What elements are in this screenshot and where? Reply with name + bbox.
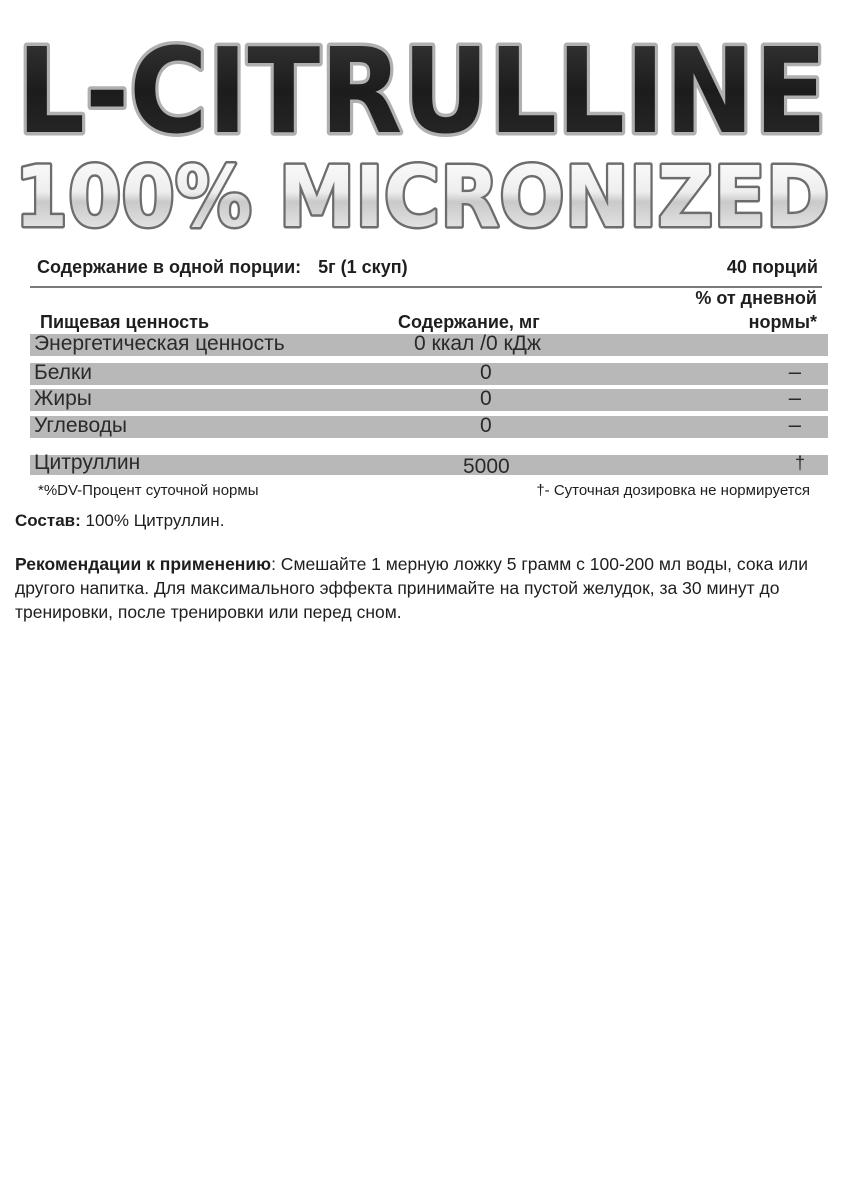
serving-amount: 5г (1 скуп): [318, 257, 408, 277]
row-name: Белки: [34, 361, 92, 384]
row-value: 5000: [463, 455, 510, 478]
product-title: [0, 14, 845, 146]
row-name: Энергетическая ценность: [34, 332, 285, 355]
product-title-text: L-CITRULLINE: [17, 22, 827, 146]
row-name: Жиры: [34, 387, 92, 410]
table-row: [30, 334, 828, 356]
row-dv: †: [794, 453, 805, 473]
composition: [15, 511, 224, 531]
table-row: [30, 412, 828, 438]
product-subtitle-text: 100% MICRONIZED: [14, 148, 830, 238]
servings-count: 40 порций: [726, 257, 818, 277]
product-subtitle: [0, 146, 845, 238]
composition-label: Состав:: [15, 511, 81, 530]
row-name: Цитруллин: [34, 451, 141, 474]
row-name: Углеводы: [34, 414, 128, 437]
row-dv: –: [788, 385, 801, 410]
header-dv-line2: нормы*: [748, 312, 817, 332]
header-dv-line1: % от дневной: [695, 288, 817, 308]
header-content: Содержание, мг: [398, 312, 540, 332]
composition-text: 100% Цитруллин.: [80, 511, 225, 530]
row-dv: –: [788, 412, 801, 437]
footnote-dv: *%DV-Процент суточной нормы: [38, 482, 259, 499]
usage-label: Рекомендации к применению: [15, 554, 272, 574]
footnotes: [38, 482, 810, 499]
usage-instructions: [15, 552, 835, 624]
serving-label: Содержание в одной порции:: [37, 257, 302, 277]
table-row: [30, 451, 828, 478]
footnote-dagger: †- Суточная дозировка не нормируется: [536, 482, 810, 499]
serving-info: [37, 257, 818, 278]
row-dv: –: [788, 359, 801, 384]
row-value: 0: [480, 414, 492, 437]
header-daily-value: [695, 286, 817, 334]
table-row: [30, 359, 828, 385]
row-value: 0 ккал /0 кДж: [414, 332, 541, 355]
usage-text: : Смешайте 1 мерную ложку 5 грамм с 100-200 мл воды, сока или другого напитка. Для максимального эффекта принимайте на пустой желудок, за 30 минут до тренировки, после тренировки или перед сном.: [15, 554, 808, 622]
row-value: 0: [480, 387, 492, 410]
table-row: [30, 385, 828, 411]
row-value: 0: [480, 361, 492, 384]
header-nutrition: Пищевая ценность: [40, 312, 210, 332]
